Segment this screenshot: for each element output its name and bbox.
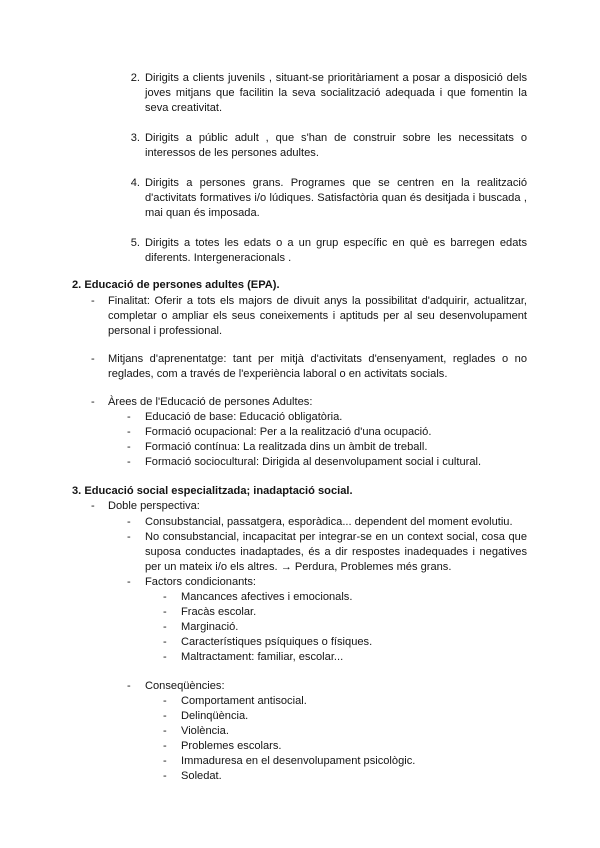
dash-bullet: - bbox=[163, 710, 167, 722]
list-item: Soledat. bbox=[181, 770, 222, 782]
list-item-line: Dirigits a clients juvenils , situant-se prioritàriament a posar a disposició dels bbox=[145, 72, 527, 84]
dash-bullet: - bbox=[127, 411, 131, 423]
list-item-line: interessos de les persones adultes. bbox=[145, 147, 319, 159]
list-item: Educació de base: Educació obligatòria. bbox=[145, 411, 343, 423]
list-item: Consubstancial, passatgera, esporàdica... dependent del moment evolutiu. bbox=[145, 516, 513, 528]
list-item: Formació contínua: La realitzada dins un àmbit de treball. bbox=[145, 441, 428, 453]
dash-bullet: - bbox=[163, 740, 167, 752]
consequencies-label: Conseqüències: bbox=[145, 680, 225, 692]
factors-label: Factors condicionants: bbox=[145, 576, 256, 588]
list-item: Mancances afectives i emocionals. bbox=[181, 591, 353, 603]
dash-bullet: - bbox=[127, 516, 131, 528]
paragraph-line: reglades, com a través de l'experiència laboral o en activitats socials. bbox=[108, 368, 448, 380]
section-heading: 2. Educació de persones adultes (EPA). bbox=[72, 279, 280, 291]
list-number: 5. bbox=[130, 237, 140, 249]
list-item-line: Dirigits a públic adult , que s'han de construir sobre les necessitats o bbox=[145, 132, 527, 144]
list-number: 3. bbox=[130, 132, 140, 144]
dash-bullet: - bbox=[163, 636, 167, 648]
paragraph-line: completar o ampliar els seus coneixements i aptituds per al seu desenvolupament bbox=[108, 310, 527, 322]
list-item: Delinqüència. bbox=[181, 710, 249, 722]
paragraph-line: per un mateix i/o els altres. → Perdura, Problemes més grans. bbox=[145, 561, 452, 573]
dash-bullet: - bbox=[91, 500, 95, 512]
dash-bullet: - bbox=[163, 725, 167, 737]
list-number: 2. bbox=[130, 72, 140, 84]
list-item-line: Dirigits a persones grans. Programes que se centren en la realització bbox=[145, 177, 527, 189]
list-item-line: joves mitjans que facilitin la seva socialització adequada i que fomentin la bbox=[145, 87, 527, 99]
list-item: Formació sociocultural: Dirigida al desenvolupament social i cultural. bbox=[145, 456, 482, 468]
doble-label: Doble perspectiva: bbox=[108, 500, 200, 512]
section-heading: 3. Educació social especialitzada; inadaptació social. bbox=[72, 485, 353, 497]
paragraph-line: suposa conductes inadaptades, és a dir respostes inadequades i negatives bbox=[145, 546, 527, 558]
dash-bullet: - bbox=[163, 695, 167, 707]
list-item-line: mai quan és imposada. bbox=[145, 207, 260, 219]
list-item-line: seva creativitat. bbox=[145, 102, 223, 114]
dash-bullet: - bbox=[127, 680, 131, 692]
list-item: Formació ocupacional: Per a la realització d'una ocupació. bbox=[145, 426, 432, 438]
dash-bullet: - bbox=[91, 353, 95, 365]
list-item: Problemes escolars. bbox=[181, 740, 282, 752]
dash-bullet: - bbox=[127, 531, 131, 543]
dash-bullet: - bbox=[163, 591, 167, 603]
list-item: Característiques psíquiques o físiques. bbox=[181, 636, 373, 648]
dash-bullet: - bbox=[163, 651, 167, 663]
paragraph-line: No consubstancial, incapacitat per integrar-se en un context social, cosa que bbox=[145, 531, 527, 543]
dash-bullet: - bbox=[163, 621, 167, 633]
dash-bullet: - bbox=[127, 456, 131, 468]
dash-bullet: - bbox=[127, 441, 131, 453]
dash-bullet: - bbox=[163, 755, 167, 767]
list-item-line: diferents. Intergeneracionals . bbox=[145, 252, 292, 264]
list-item: Maltractament: familiar, escolar... bbox=[181, 651, 344, 663]
paragraph-line: personal i professional. bbox=[108, 325, 223, 337]
list-item-line: Dirigits a totes les edats o a un grup específic en què es barregen edats bbox=[145, 237, 527, 249]
paragraph-line: Finalitat: Oferir a tots els majors de divuit anys la possibilitat d'adquirir, actualitzar, bbox=[108, 295, 527, 307]
list-item: Immaduresa en el desenvolupament psicològic. bbox=[181, 755, 416, 767]
dash-bullet: - bbox=[91, 396, 95, 408]
dash-bullet: - bbox=[127, 576, 131, 588]
dash-bullet: - bbox=[163, 606, 167, 618]
list-item: Violència. bbox=[181, 725, 229, 737]
dash-bullet: - bbox=[163, 770, 167, 782]
dash-bullet: - bbox=[127, 426, 131, 438]
list-item-line: d'activitats formatives i/o lúdiques. Satisfactòria quan és desitjada i buscada , bbox=[145, 192, 527, 204]
list-item: Fracàs escolar. bbox=[181, 606, 257, 618]
list-item: Marginació. bbox=[181, 621, 239, 633]
list-number: 4. bbox=[130, 177, 140, 189]
dash-bullet: - bbox=[91, 295, 95, 307]
list-item: Comportament antisocial. bbox=[181, 695, 307, 707]
arees-label: Àrees de l'Educació de persones Adultes: bbox=[108, 396, 313, 408]
paragraph-line: Mitjans d'aprenentatge: tant per mitjà d'activitats d'ensenyament, reglades o no bbox=[108, 353, 527, 365]
